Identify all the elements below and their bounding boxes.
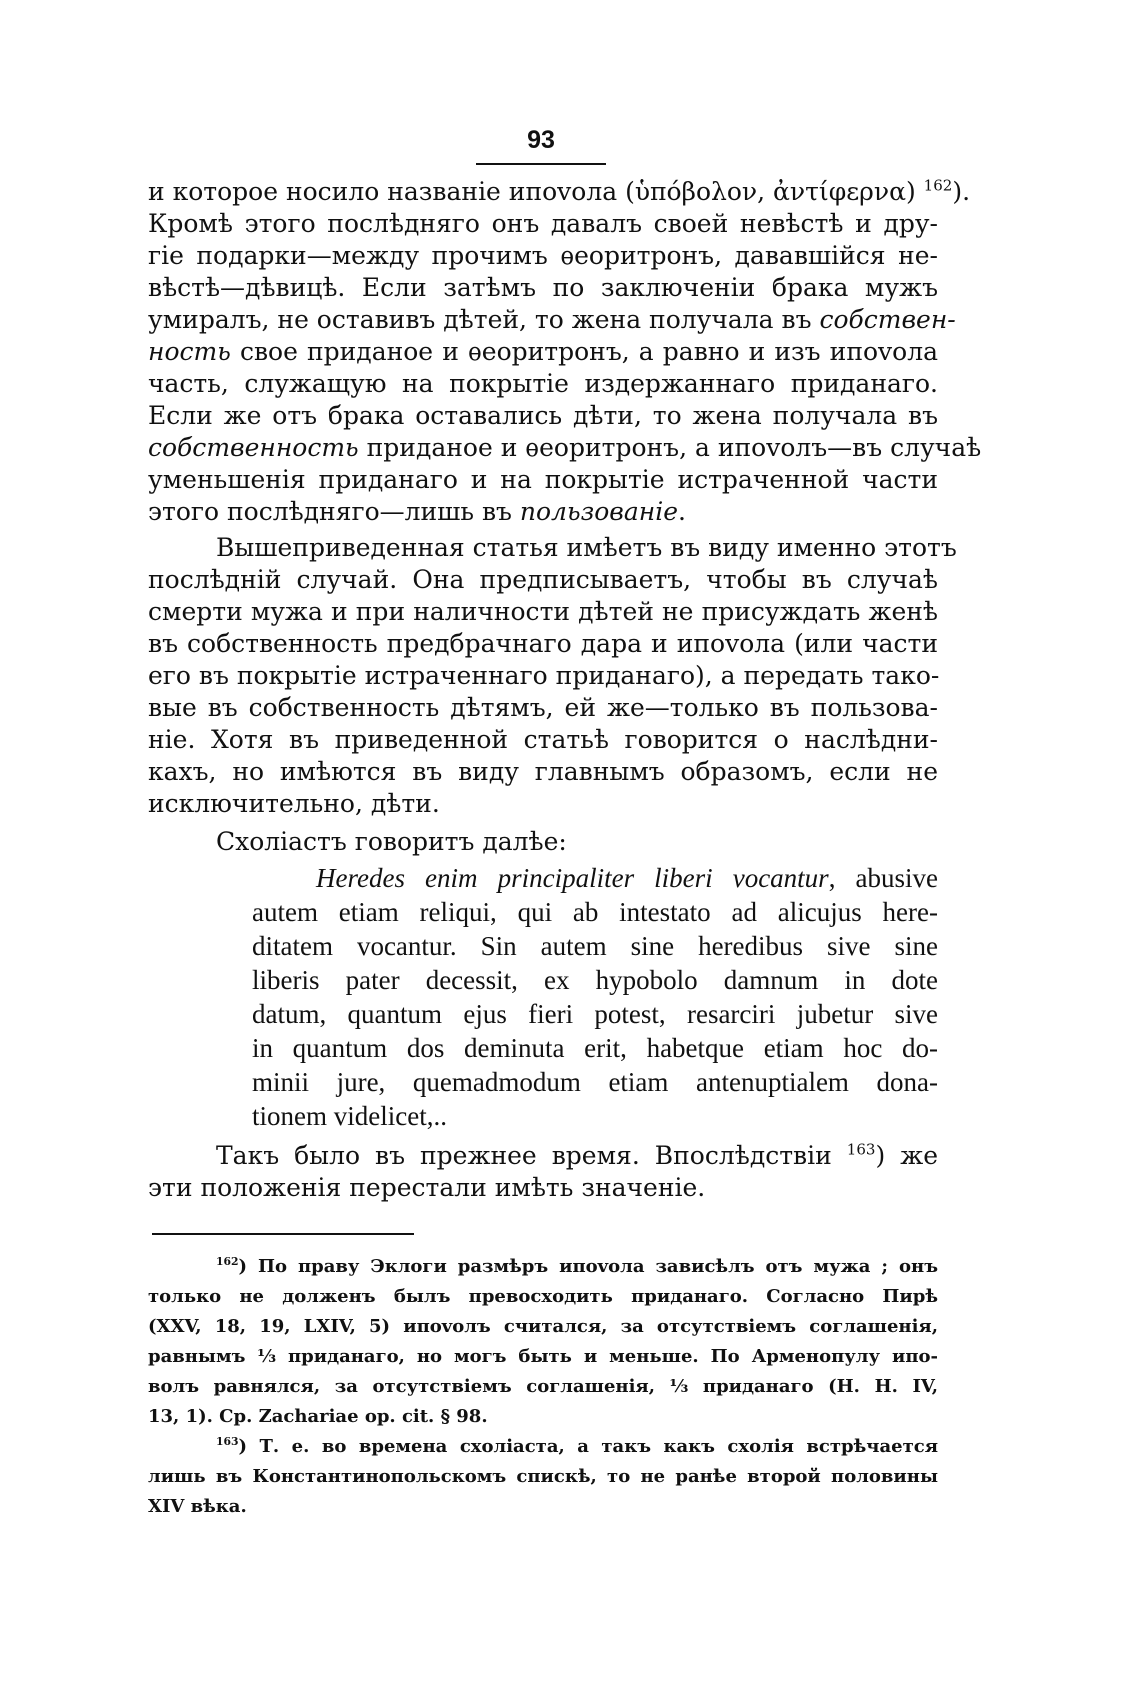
page-number: 93 bbox=[476, 126, 606, 165]
footnote-line: только не долженъ былъ превосходить приданаго. Согласно Пирѣ bbox=[148, 1286, 938, 1307]
text-line: смерти мужа и при наличности дѣтей не присуждать женѣ bbox=[148, 597, 938, 626]
text-line: исключительно, дѣти. bbox=[148, 789, 440, 818]
text-line: послѣдній случай. Она предписываетъ, чтобы въ случаѣ bbox=[148, 565, 938, 594]
text-line: вые въ собственность дѣтямъ, ей же—только въ пользова- bbox=[148, 693, 938, 722]
quote-line: in quantum dos deminuta erit, habetque etiam hoc do- bbox=[252, 1033, 938, 1063]
text-line: собственность приданое и ѳеоритронъ, а ипovолъ—въ случаѣ bbox=[148, 433, 982, 462]
footnote-line: волъ равнялся, за отсутствіемъ соглашенія, ⅓ приданаго (H. H. IV, bbox=[148, 1376, 938, 1397]
text-line: въ собственность предбрачнаго дара и ипovола (или части bbox=[148, 629, 938, 658]
text-line: умиралъ, не оставивъ дѣтей, то жена получала въ собствен- bbox=[148, 305, 956, 334]
footnote-line: $^{162}$) По праву Эклоги размѣръ ипovола зависѣлъ отъ мужа ; онъ bbox=[216, 1255, 938, 1277]
text-line: его въ покрытіе истраченнаго приданаго), а передать тако- bbox=[148, 661, 940, 690]
footnote-line: XIV вѣка. bbox=[148, 1496, 247, 1517]
quote-line: tionem videlicet,.. bbox=[252, 1101, 447, 1131]
text-line: Если же отъ брака оставались дѣти, то жена получала въ bbox=[148, 401, 938, 430]
footnote-rule bbox=[152, 1233, 414, 1235]
footnote-line: равнымъ ⅓ приданаго, но могъ быть и меньше. По Арменопулу ипо- bbox=[148, 1346, 938, 1367]
text-line: кахъ, но имѣются въ виду главнымъ образомъ, если не bbox=[148, 757, 938, 786]
text-line: вѣстѣ—дѣвицѣ. Если затѣмъ по заключеніи брака мужъ bbox=[148, 273, 938, 302]
footnote-line: $^{163}$) Т. е. во времена схоліаста, а такъ какъ схолія встрѣчается bbox=[216, 1435, 938, 1457]
text-line: Схоліастъ говоритъ далѣе: bbox=[216, 827, 567, 856]
text-line: эти положенія перестали имѣть значеніе. bbox=[148, 1173, 706, 1202]
quote-line: Heredes enim principaliter liberi vocantur, abusive bbox=[316, 863, 938, 893]
footnote-line: 13, 1). Cp. Zachariae op. cit. § 98. bbox=[148, 1406, 488, 1427]
quote-line: ditatem vocantur. Sin autem sine heredibus sive sine bbox=[252, 931, 938, 961]
quote-line: minii jure, quemadmodum etiam antenuptialem dona- bbox=[252, 1067, 938, 1097]
quote-line: datum, quantum ejus fieri potest, resarciri jubetur sive bbox=[252, 999, 938, 1029]
footnote-line: (XXV, 18, 19, LXIV, 5) ипovолъ считался, за отсутствіемъ соглашенія, bbox=[148, 1316, 938, 1337]
text-line: этого послѣдняго—лишь въ пользованіе. bbox=[148, 497, 686, 526]
text-line: ніе. Хотя въ приведенной статьѣ говорится о наслѣдни- bbox=[148, 725, 938, 754]
text-line: и которое носило названіе ипovола (ὑπόβολον, ἀντίφερνα) $^{162}$). bbox=[148, 176, 971, 206]
text-line: Кромѣ этого послѣдняго онъ давалъ своей невѣстѣ и дру- bbox=[148, 209, 938, 238]
text-line: гіе подарки—между прочимъ ѳеоритронъ, дававшійся не- bbox=[148, 241, 938, 270]
quote-line: liberis pater decessit, ex hypobolo damnum in dote bbox=[252, 965, 938, 995]
text-line: Такъ было въ прежнее время. Впослѣдствіи $^{163}$) же bbox=[216, 1140, 938, 1170]
text-line: Вышеприведенная статья имѣетъ въ виду именно этотъ bbox=[216, 533, 957, 562]
footnote-line: лишь въ Константинопольскомъ спискѣ, то не ранѣе второй половины bbox=[148, 1466, 938, 1487]
text-line: ность свое приданое и ѳеоритронъ, а равно и изъ ипovола bbox=[148, 337, 938, 366]
text-line: часть, служащую на покрытіе издержаннаго приданаго. bbox=[148, 369, 938, 398]
text-line: уменьшенія приданаго и на покрытіе истраченной части bbox=[148, 465, 938, 494]
quote-line: autem etiam reliqui, qui ab intestato ad alicujus here- bbox=[252, 897, 938, 927]
